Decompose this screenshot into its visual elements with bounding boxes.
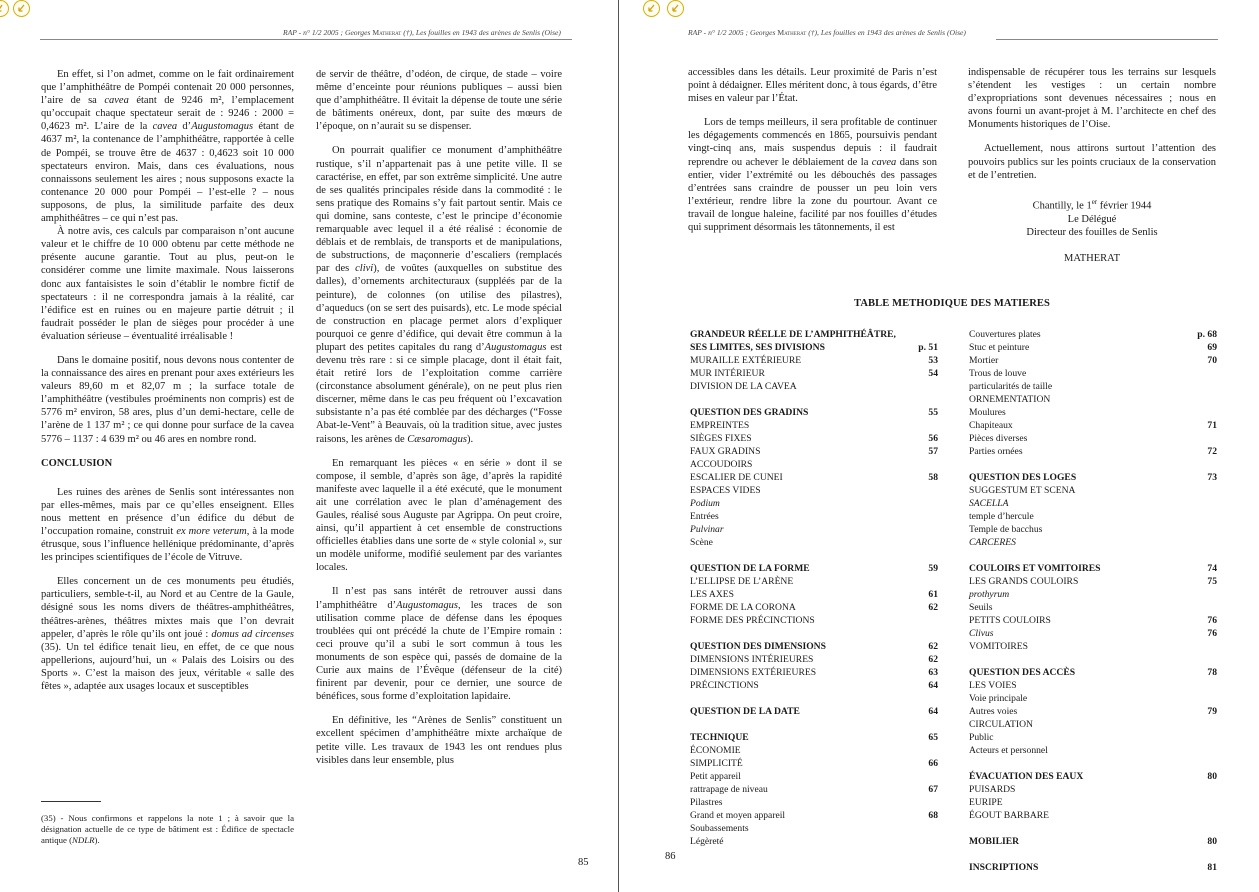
- toc-entry-label: Podium: [690, 498, 720, 509]
- toc-entry[interactable]: [969, 497, 1217, 510]
- toc-entry[interactable]: [690, 341, 938, 354]
- paragraph: On pourrait qualifier ce monument d’amphithéâtre rustique, s’il n’appartenait pas à une petite ville. Il se caractérise, en effet, par son extrême simplicité. Une autre de ses qualités principales réside dans la commodité : le sens pratique des Romains s’y fait partout sentir. Mais ce qui domine, sans conteste, c’est le principe d’économie remarquable avec lequel il a été réalisé : économie de déblais et de remblais, de transports et de manipulations, de substructions, de maçonnerie d’escaliers (remplacés par des clivi), de voûtes (auxquelles on substitue des dalles), d’ornements architecturaux (suppléés par de la peinture), de colonnes (on utilise des pilastres), d’aqueducs (on se sert des puisards), etc. Le mode spécial de construction en placage permet alors d’expliquer pourquoi ce genre d’édifice, qui devait être commun à la plupart des petites capitales du rang d’Augustomagus est devenu très rare : si ce simple placage, dont il était fait, était retiré lors de l’exploitation comme carrière (circonstance absolument générale), on ne peut plus rien discerner, même dans le cas peu fréquent où l’excavation subsistante n’a pas été comblée par des décharges (“Fosse Abat-le-Vent” à Beauvais, où la tradition situe, avec justes raisons, les arènes de Cæsaromagus).: [316, 145, 562, 445]
- toc-entry-label: TECHNIQUE: [690, 732, 749, 743]
- toc-entry[interactable]: [690, 523, 938, 536]
- header-rule: [996, 39, 1218, 40]
- toc-entry-label: PUISARDS: [969, 784, 1016, 795]
- toc-entry-label: ESPACES VIDES: [690, 485, 761, 496]
- toc-entry-page: 78: [1207, 667, 1217, 678]
- toc-entry[interactable]: [969, 341, 1217, 354]
- toc-entry[interactable]: [969, 484, 1217, 497]
- toc-entry[interactable]: [969, 692, 1217, 705]
- toc-entry-label: Légèreté: [690, 836, 724, 847]
- toc-entry[interactable]: [690, 835, 938, 848]
- toc-entry[interactable]: [690, 744, 938, 757]
- toc-entry-page: 62: [928, 641, 938, 652]
- toc-entry-label: Petit appareil: [690, 771, 741, 782]
- toc-entry[interactable]: [690, 328, 938, 341]
- toc-entry-label: rattrapage de niveau: [690, 784, 768, 795]
- toc-spacer: [969, 458, 1217, 471]
- paragraph: Actuellement, nous attirons surtout l’attention des pouvoirs publics sur les points cruciaux de la conservation et de l’entretien.: [968, 143, 1216, 181]
- toc-entry-page: 80: [1207, 836, 1217, 847]
- text-column-2: [316, 68, 562, 778]
- toc-spacer: [690, 718, 938, 731]
- toc-entry-label: COULOIRS ET VOMITOIRES: [969, 563, 1101, 574]
- toc-entry-label: QUESTION DES LOGES: [969, 472, 1077, 483]
- toc-entry-label: FAUX GRADINS: [690, 446, 761, 457]
- page-85: [0, 0, 618, 892]
- toc-entry-label: Pièces diverses: [969, 433, 1028, 444]
- page-number: 85: [578, 857, 589, 868]
- toc-entry-page: 71: [1207, 420, 1217, 431]
- toc-entry-label: Chapiteaux: [969, 420, 1013, 431]
- toc-entry[interactable]: [969, 328, 1217, 341]
- toc-entry[interactable]: [969, 718, 1217, 731]
- toc-entry-label: QUESTION DES GRADINS: [690, 407, 809, 418]
- toc-entry[interactable]: [969, 861, 1217, 874]
- toc-entry[interactable]: [690, 796, 938, 809]
- footnote: (35) - Nous confirmons et rappelons la note 1 ; à savoir que la désignation actuelle de ce type de bâtiment est : Édifice de spectacle antique (NDLR).: [41, 813, 294, 846]
- toc-entry-label: ÉVACUATION DES EAUX: [969, 771, 1084, 782]
- toc-entry-page: 53: [928, 355, 938, 366]
- toc-entry-page: p. 51: [918, 342, 938, 353]
- toc-entry-page: 69: [1207, 342, 1217, 353]
- toc-entry-label: Trous de louve: [969, 368, 1027, 379]
- toc-entry-label: DIMENSIONS EXTÉRIEURES: [690, 667, 817, 678]
- toc-entry-label: LES GRANDS COULOIRS: [969, 576, 1079, 587]
- toc-entry[interactable]: [690, 458, 938, 471]
- signature-date: Chantilly, le 1er février 1944: [1032, 198, 1152, 212]
- toc-entry-page: 74: [1207, 563, 1217, 574]
- toc-entry[interactable]: [969, 627, 1217, 640]
- toc-entry[interactable]: [690, 679, 938, 692]
- toc-entry[interactable]: [690, 588, 938, 601]
- toc-entry[interactable]: [690, 471, 938, 484]
- back-button[interactable]: [0, 0, 9, 17]
- toc-entry[interactable]: [690, 614, 938, 627]
- toc-entry[interactable]: [969, 510, 1217, 523]
- toc-entry-label: MURAILLE EXTÉRIEURE: [690, 355, 802, 366]
- toc-entry-label: FORME DES PRÉCINCTIONS: [690, 615, 815, 626]
- toc-entry-page: 79: [1207, 706, 1217, 717]
- toc-entry-page: 63: [928, 667, 938, 678]
- paragraph: Lors de temps meilleurs, il sera profitable de continuer les dégagements commencés en 1865, poursuivis pendant vingt-cinq ans, mais suspendus depuis : il faudrait reprendre ou achever le déblaiement de la cavea dans son entier, vider l’extrémité ou les débouchés des passages d’entrées sans craindre de pousser un peu loin vers l’extérieur, rendre libre la zone du pourtour. Avant ce travail de longue haleine, facilité par nos fouilles d’études qui suppriment désormais les tâtonnements, il est: [688, 117, 937, 234]
- toc-spacer: [690, 692, 938, 705]
- toc-entry[interactable]: [969, 705, 1217, 718]
- toc-entry[interactable]: [690, 484, 938, 497]
- toc-entry-label: CIRCULATION: [969, 719, 1033, 730]
- toc-entry-label: SIMPLICITÉ: [690, 758, 743, 769]
- toc-entry-page: 55: [928, 407, 938, 418]
- toc-entry-label: DIVISION DE LA CAVEA: [690, 381, 797, 392]
- toc-entry-label: ÉCONOMIE: [690, 745, 741, 756]
- toc-entry-label: Clivus: [969, 628, 994, 639]
- signature-title: Directeur des fouilles de Senlis: [1026, 226, 1158, 238]
- toc-entry-label: EMPREINTES: [690, 420, 750, 431]
- toc-spacer: [969, 757, 1217, 770]
- toc-entry-page: 76: [1207, 628, 1217, 639]
- toc-entry-label: VOMITOIRES: [969, 641, 1028, 652]
- toc-entry-label: PETITS COULOIRS: [969, 615, 1051, 626]
- toc-entry-label: Pilastres: [690, 797, 723, 808]
- toc-spacer: [969, 653, 1217, 666]
- paragraph: de servir de théâtre, d’odéon, de cirque, de stade – voire même d’enceinte pour réunions publiques – aussi bien que d’amphithéâtre. Il évitait la dépense de toute une série de bâtiments onéreux, dont, par suite des mœurs de l’époque, on n’aurait su se dispenser.: [316, 69, 562, 133]
- toc-entry[interactable]: [969, 536, 1217, 549]
- toc-entry-page: 56: [928, 433, 938, 444]
- toc-entry[interactable]: [969, 640, 1217, 653]
- toc-entry[interactable]: [969, 679, 1217, 692]
- toc-entry[interactable]: [969, 562, 1217, 575]
- footnote-rule: [41, 801, 101, 802]
- toc-column-right: [969, 328, 1217, 874]
- toc-entry-label: MOBILIER: [969, 836, 1020, 847]
- paragraph: Elles concernent un de ces monuments peu étudiés, particuliers, semble-t-il, au Nord et au Centre de la Gaule, désigné sous les noms divers de théâtres-amphithéâtres, théâtres-arènes, théâtres mixtes mais que l’on devrait appeler, d’après le rôle qu’ils ont joué : domus ad circenses (35). Un tel édifice tenait lieu, en effet, de ce que nous appellerions, aujourd’hui, un « Palais des Loisirs ou des Sports ». C’est la maison des jeux, véritable « salle des fêtes », adaptée aux usages locaux et susceptibles: [41, 576, 294, 693]
- toc-entry-label: DIMENSIONS INTÉRIEURES: [690, 654, 814, 665]
- toc-entry-label: Mortier: [969, 355, 999, 366]
- toc-entry-label: Temple de bacchus: [969, 524, 1043, 535]
- paragraph: indispensable de récupérer tous les terrains sur lesquels s’étendent les vestiges : un certain nombre d’expropriations sont devenues nécessaires ; nous en avons fourni un avant-projet à M. l’architecte en chef des Monuments historiques de l’Oise.: [968, 67, 1216, 131]
- toc-entry[interactable]: [690, 510, 938, 523]
- toc-entry-label: QUESTION DES DIMENSIONS: [690, 641, 826, 652]
- toc-entry[interactable]: [690, 367, 938, 380]
- toc-entry[interactable]: [969, 731, 1217, 744]
- toc-entry[interactable]: [690, 653, 938, 666]
- toc-entry[interactable]: [690, 419, 938, 432]
- toc-entry-page: 76: [1207, 615, 1217, 626]
- toc-entry[interactable]: [690, 666, 938, 679]
- toc-entry-label: Acteurs et personnel: [969, 745, 1048, 756]
- toc-entry-page: 75: [1207, 576, 1217, 587]
- toc-entry-page: 72: [1207, 446, 1217, 457]
- toc-entry[interactable]: [690, 783, 938, 796]
- paragraph: En définitive, les “Arènes de Senlis” constituent un excellent spécimen d’amphithéâtre mixte archaïque de petite ville. Les travaux de 1943 les ont rendues plus visibles dans leur ensemble, plus: [316, 715, 562, 766]
- toc-entry[interactable]: [690, 731, 938, 744]
- toc-column-left: [690, 328, 938, 848]
- toc-entry-label: ESCALIER DE CUNEI: [690, 472, 783, 483]
- toc-entry[interactable]: [969, 588, 1217, 601]
- toc-entry-label: ORNEMENTATION: [969, 394, 1051, 405]
- toc-entry-page: 62: [928, 602, 938, 613]
- toc-entry-label: QUESTION DE LA DATE: [690, 706, 800, 717]
- toc-entry[interactable]: [690, 770, 938, 783]
- toc-spacer: [690, 549, 938, 562]
- toc-entry[interactable]: [690, 432, 938, 445]
- toc-entry[interactable]: [969, 380, 1217, 393]
- toc-entry-page: 61: [928, 589, 938, 600]
- toc-entry[interactable]: [690, 601, 938, 614]
- back-icon: [16, 3, 27, 14]
- toc-entry-label: PRÉCINCTIONS: [690, 680, 759, 691]
- toc-entry[interactable]: [969, 471, 1217, 484]
- toc-entry-label: SUGGESTUM ET SCENA: [969, 485, 1076, 496]
- toc-spacer: [969, 848, 1217, 861]
- toc-entry-page: 57: [928, 446, 938, 457]
- toc-entry[interactable]: [969, 809, 1217, 822]
- toc-entry-page: 64: [928, 706, 938, 717]
- toc-entry[interactable]: [969, 835, 1217, 848]
- toc-entry[interactable]: [969, 432, 1217, 445]
- back-icon: [646, 3, 657, 14]
- page-number: 86: [665, 851, 676, 862]
- toc-entry-label: Soubassements: [690, 823, 749, 834]
- toc-entry-label: ÉGOUT BARBARE: [969, 810, 1050, 821]
- toc-entry-label: Scène: [690, 537, 713, 548]
- paragraph: accessibles dans les détails. Leur proximité de Paris n’est point à dédaigner. Elles méritent donc, à tous égards, d’être mises en valeur par l’État.: [688, 67, 938, 105]
- toc-entry-label: Moulures: [969, 407, 1006, 418]
- toc-entry-label: SACELLA: [969, 498, 1009, 509]
- toc-entry[interactable]: [969, 445, 1217, 458]
- toc-entry[interactable]: [690, 809, 938, 822]
- toc-entry-label: GRANDEUR RÉELLE DE L’AMPHITHÉÂTRE,: [690, 329, 896, 340]
- toc-title: TABLE METHODIQUE DES MATIERES: [854, 298, 1050, 309]
- toc-entry-label: temple d’hercule: [969, 511, 1034, 522]
- toc-entry-page: 54: [928, 368, 938, 379]
- toc-entry-label: EURIPE: [969, 797, 1003, 808]
- toc-entry-label: LES AXES: [690, 589, 734, 600]
- toc-entry-label: LES VOIES: [969, 680, 1017, 691]
- toc-entry-page: 68: [928, 810, 938, 821]
- back-button-2[interactable]: [13, 0, 30, 17]
- back-icon: [0, 3, 6, 14]
- toc-entry-page: 62: [928, 654, 938, 665]
- toc-entry[interactable]: [969, 523, 1217, 536]
- toc-entry[interactable]: [969, 419, 1217, 432]
- toc-entry-label: Grand et moyen appareil: [690, 810, 786, 821]
- paragraph: En effet, si l’on admet, comme on le fait ordinairement que l’amphithéâtre de Pompéi contenait 20 000 personnes, l’aire de sa cavea étant de 9246 m², l’emplacement qu’occupait chaque spectateur serait de : 9246 : 2000 = 0,4623 m². L’aire de la cavea d’Augustomagus étant de 4637 m², la contenance de l’amphithéâtre, rapportée à celle de Pompéi, se trouve être de 4637 : 0,4623 soit 10 000 spectateurs environ. Mais, dans ces évaluations, nous connaissons seulement les aires ; nous supposons exacte la contenance 20 000 pour Pompéi – l’est-elle ? – nous supposons, de plus, la similitude parfaite des deux amphithéâtres – ce qui n’est pas.: [41, 69, 295, 225]
- toc-entry[interactable]: [969, 783, 1217, 796]
- toc-entry-label: SIÈGES FIXES: [690, 433, 752, 444]
- toc-entry-label: Entrées: [690, 511, 719, 522]
- toc-entry-page: 73: [1207, 472, 1217, 483]
- toc-entry-label: L’ELLIPSE DE L’ARÈNE: [690, 576, 794, 587]
- toc-entry-label: Autres voies: [969, 706, 1018, 717]
- toc-entry[interactable]: [690, 822, 938, 835]
- toc-entry-page: p. 68: [1197, 329, 1217, 340]
- toc-entry[interactable]: [690, 640, 938, 653]
- toc-entry[interactable]: [969, 354, 1217, 367]
- running-header: RAP - n° 1/2 2005 ; Georges Matherat (†), Les fouilles en 1943 des arènes de Senlis (Oise): [688, 28, 966, 37]
- toc-entry-page: 66: [928, 758, 938, 769]
- toc-entry-label: CARCERES: [969, 537, 1016, 548]
- toc-entry[interactable]: [690, 757, 938, 770]
- paragraph: À notre avis, ces calculs par comparaison n’ont aucune valeur et le chiffre de 10 000 obtenu par cette méthode ne présente aucune garantie. Tout au plus, peut-on le considérer comme une limite maximale. Nous laisserons donc aux fantaisistes le soin d’établir le nombre fictif de spectateurs : il ne correspondra jamais à la réalité, car l’édifice est en ruines ou en majeure partie détruit ; il faudrait posséder le plan de sièges pour procéder à une évaluation sérieuse – éventualité irréalisable !: [41, 226, 294, 342]
- toc-entry-label: Voie principale: [969, 693, 1028, 704]
- toc-spacer: [690, 627, 938, 640]
- toc-entry[interactable]: [969, 406, 1217, 419]
- toc-entry-page: 67: [928, 784, 938, 795]
- toc-entry[interactable]: [690, 705, 938, 718]
- toc-entry[interactable]: [969, 575, 1217, 588]
- toc-entry[interactable]: [969, 367, 1217, 380]
- toc-entry[interactable]: [969, 796, 1217, 809]
- toc-entry[interactable]: [969, 614, 1217, 627]
- toc-entry-label: INSCRIPTIONS: [969, 862, 1039, 873]
- toc-entry-label: MUR INTÉRIEUR: [690, 368, 765, 379]
- toc-entry-page: 64: [928, 680, 938, 691]
- toc-entry[interactable]: [969, 393, 1217, 406]
- toc-entry[interactable]: [690, 406, 938, 419]
- toc-entry[interactable]: [969, 744, 1217, 757]
- toc-entry-page: 70: [1207, 355, 1217, 366]
- toc-entry-label: prothyrum: [969, 589, 1010, 600]
- paragraph: En remarquant les pièces « en série » dont il se compose, il semble, d’après son âge, d’après la rapidité manifeste avec laquelle il a été exécuté, que le monument ait une corrélation avec le plan d’aménagement des Gaules, réalisé sous Auguste par Agrippa. On peut croire, ainsi, qu’il appartient à cet ensemble de constructions officielles établies dans une sorte de « style colonial », sur un modèle uniforme, modifié seulement par des variantes locales.: [316, 457, 562, 574]
- paragraph: Dans le domaine positif, nous devons nous contenter de la connaissance des aires en prenant pour axes extérieurs les valeurs 89,60 m et 82,07 m ; la surface totale de l’amphithéâtre (vestibules proéminents non compris) est de 5776 m² environ, 58 ares, plus d’un demi-hectare, celle de l’arène de 1 137 m² ; ce qui donne pour surface de la cavea 5776 – 1137 : 4 639 m² ou 46 ares en nombre rond.: [41, 354, 294, 445]
- toc-entry-label: particularités de taille: [969, 381, 1053, 392]
- toc-entry-label: ACCOUDOIRS: [690, 459, 753, 470]
- paragraph: Les ruines des arènes de Senlis sont intéressantes non par elles-mêmes, mais par ce qu’elles enseignent. Elles nous mettent en présence d’un édifice du début de l’occupation romaine, construit ex more veterum, à la mode étrusque, sous l’influence hellénique prédominante, d’après les principes scientifiques de l’école de Vitruve.: [41, 486, 294, 564]
- toc-entry[interactable]: [690, 562, 938, 575]
- toc-entry-label: Pulvinar: [690, 524, 724, 535]
- toc-entry[interactable]: [690, 497, 938, 510]
- toc-spacer: [690, 393, 938, 406]
- toc-entry-page: 58: [928, 472, 938, 483]
- back-button[interactable]: [643, 0, 660, 17]
- toc-entry-page: 65: [928, 732, 938, 743]
- toc-entry-page: 81: [1207, 862, 1217, 873]
- text-column-1: [688, 66, 937, 245]
- text-column-2: [968, 66, 1216, 193]
- toc-entry[interactable]: [690, 354, 938, 367]
- toc-entry[interactable]: [690, 536, 938, 549]
- signature-role: Le Délégué: [1067, 213, 1117, 225]
- toc-entry-label: Stuc et peinture: [969, 342, 1030, 353]
- toc-entry[interactable]: [969, 601, 1217, 614]
- toc-entry-page: 80: [1207, 771, 1217, 782]
- header-rule: [40, 39, 572, 40]
- forward-icon: [670, 3, 681, 14]
- toc-entry[interactable]: [969, 666, 1217, 679]
- page-86: [624, 0, 1259, 892]
- running-header: RAP - n° 1/2 2005 ; Georges Matherat (†), Les fouilles en 1943 des arènes de Senlis (Oise): [283, 28, 561, 37]
- section-heading: CONCLUSION: [41, 457, 113, 469]
- toc-entry-label: FORME DE LA CORONA: [690, 602, 796, 613]
- toc-entry-label: Couvertures plates: [969, 329, 1041, 340]
- toc-entry-label: Parties ornées: [969, 446, 1023, 457]
- toc-spacer: [969, 822, 1217, 835]
- text-column-1: [41, 68, 294, 704]
- signature-name: MATHERAT: [1063, 252, 1120, 264]
- toc-entry-label: QUESTION DE LA FORME: [690, 563, 810, 574]
- toc-entry-label: Public: [969, 732, 994, 743]
- toc-entry-page: 59: [928, 563, 938, 574]
- signature-block: [968, 196, 1216, 265]
- toc-entry-label: Seuils: [969, 602, 993, 613]
- toc-entry[interactable]: [690, 575, 938, 588]
- toc-entry[interactable]: [690, 380, 938, 393]
- toc-entry-label: QUESTION DES ACCÈS: [969, 667, 1076, 678]
- paragraph: Il n’est pas sans intérêt de retrouver aussi dans l’amphithéâtre d’Augustomagus, les traces de son utilisation comme place de défense dans les époques troublées qui ont précédé la chute de l’Empire romain : ceci prouve qu’il a subi le sort commun à tous les monuments de son espèce qui, passés de domaine de la Curie aux mains de l’Évêque (défenseur de la cité) finirent par devenir, pour ce dernier, une source de bénéfices, sous forme d’exploitation lapidaire.: [316, 586, 562, 703]
- toc-entry[interactable]: [690, 445, 938, 458]
- toc-entry-label: SES LIMITES, SES DIVISIONS: [690, 342, 825, 353]
- forward-button[interactable]: [667, 0, 684, 17]
- toc-spacer: [969, 549, 1217, 562]
- toc-entry[interactable]: [969, 770, 1217, 783]
